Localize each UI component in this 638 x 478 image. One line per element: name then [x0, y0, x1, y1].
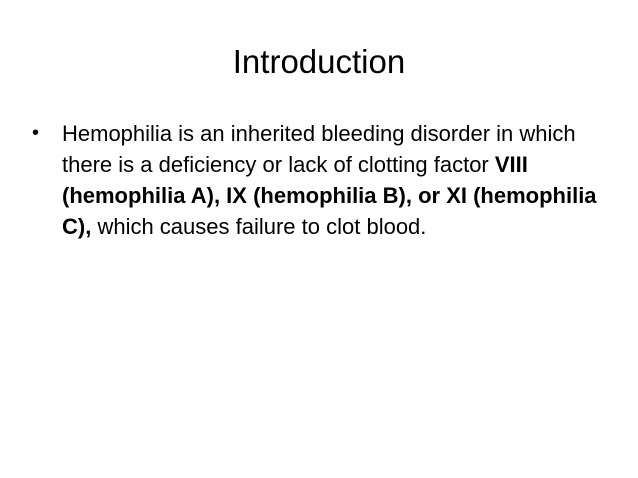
- bullet-text-bold-factors: VIII (hemophilia A), IX (hemophilia B), or XI (hemophilia C),: [62, 152, 597, 239]
- bullet-list: [30, 118, 610, 242]
- bullet-text-start: Hemophilia is an inherited bleeding disorder in which there is a deficiency or lack of clotting factor: [62, 121, 576, 177]
- bullet-marker: •: [32, 122, 40, 144]
- bullet-item: [30, 118, 610, 242]
- bullet-text-end: which causes failure to clot blood.: [91, 214, 427, 239]
- slide-title: Introduction: [232, 43, 406, 80]
